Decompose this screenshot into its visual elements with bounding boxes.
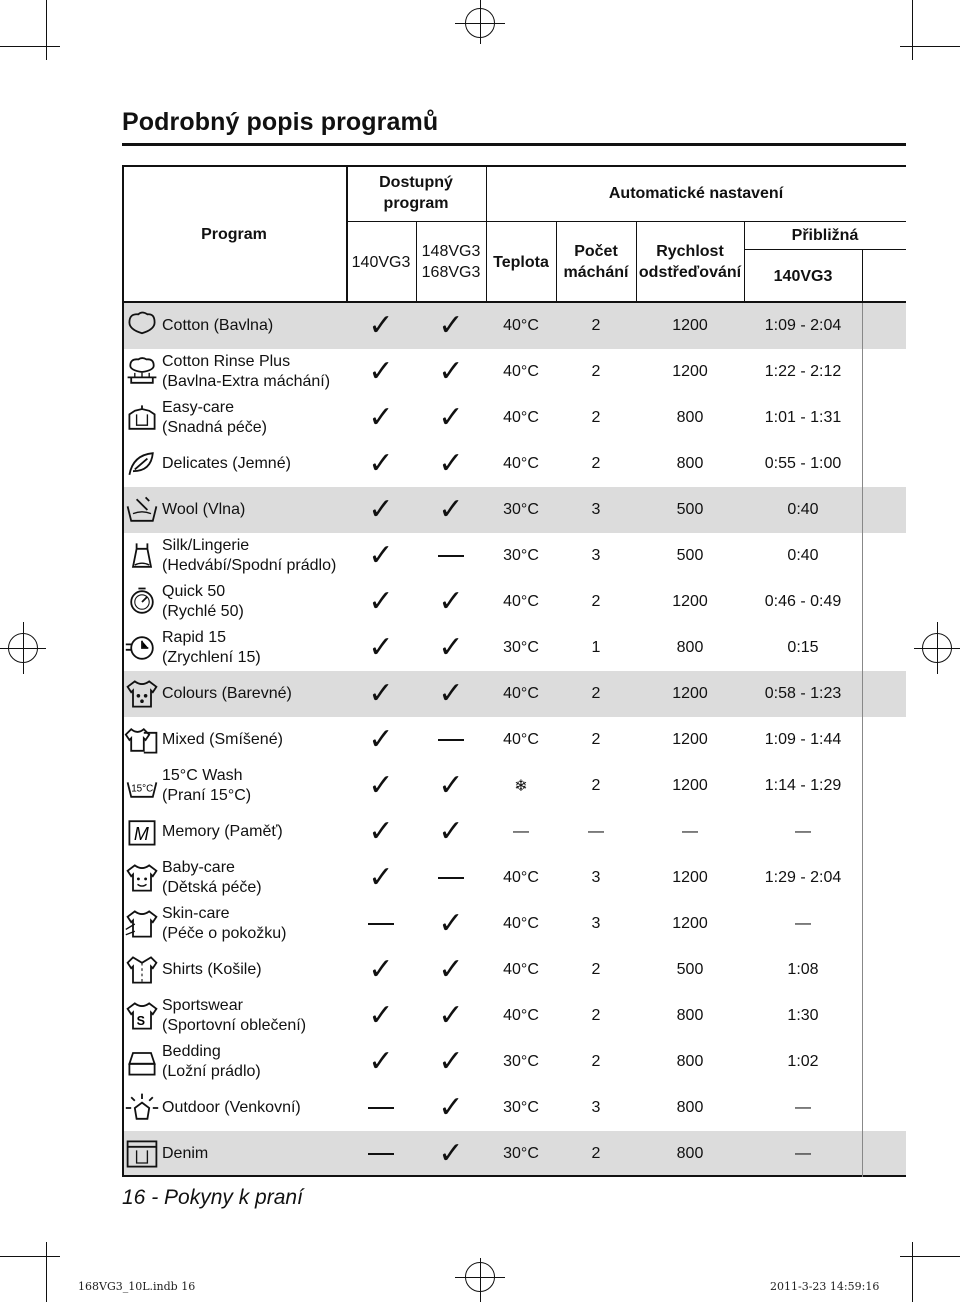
temp-cell: 30°C xyxy=(503,501,539,518)
availability-148 xyxy=(416,487,486,533)
spin-cell: 500 xyxy=(676,501,704,518)
crop-mark xyxy=(900,1256,960,1257)
time-cell: 1:22 - 2:12 xyxy=(764,363,842,380)
spin-cell: 800 xyxy=(676,409,704,426)
rinses-cell: 3 xyxy=(591,915,601,932)
rinses-cell: 3 xyxy=(591,547,601,564)
time-cell: 1:09 - 2:04 xyxy=(764,317,842,334)
program-cell xyxy=(122,671,346,717)
spin-cell: 1200 xyxy=(672,685,708,702)
program-cell xyxy=(122,533,346,579)
availability-148 xyxy=(416,717,486,763)
availability-148 xyxy=(416,349,486,395)
temp-cell: 30°C xyxy=(503,1099,539,1116)
availability-140 xyxy=(346,717,416,763)
check-mark: ✓ xyxy=(438,906,464,941)
program-label: Outdoor (Venkovní) xyxy=(162,1099,301,1116)
spin-cell: 1200 xyxy=(672,317,708,334)
availability-140 xyxy=(346,441,416,487)
availability-148 xyxy=(416,809,486,855)
check-mark: ✓ xyxy=(438,676,464,711)
check-mark: ✓ xyxy=(438,584,464,619)
spin-cell: 1200 xyxy=(672,731,708,748)
svg-text:15°C: 15°C xyxy=(131,783,154,795)
rinses-cell: 2 xyxy=(591,593,601,610)
availability-148 xyxy=(416,441,486,487)
spin-cell: 800 xyxy=(676,1053,704,1070)
availability-148 xyxy=(416,395,486,441)
delicates-icon xyxy=(122,441,162,487)
rinses-cell: 2 xyxy=(591,1007,601,1024)
table-row xyxy=(122,303,906,349)
temp-cell: 40°C xyxy=(503,363,539,380)
temp-cell: 40°C xyxy=(503,869,539,886)
temp-cell: 40°C xyxy=(503,915,539,932)
availability-140 xyxy=(346,303,416,349)
time-cell: 1:02 xyxy=(787,1053,819,1070)
grid-line xyxy=(862,303,863,1177)
check-mark: ✓ xyxy=(368,308,394,343)
dash-mark xyxy=(438,555,464,557)
memory-icon xyxy=(122,809,162,855)
check-mark: ✓ xyxy=(368,676,394,711)
time-cell: 1:08 xyxy=(787,961,819,978)
check-mark: ✓ xyxy=(438,998,464,1033)
temp-cell: 30°C xyxy=(503,1053,539,1070)
time-cell: 1:09 - 1:44 xyxy=(764,731,842,748)
rinses-cell: 2 xyxy=(591,1053,601,1070)
program-label: Colours (Barevné) xyxy=(162,685,292,702)
temp-cell: 30°C xyxy=(503,639,539,656)
temp-cell: 30°C xyxy=(503,547,539,564)
check-mark: ✓ xyxy=(438,814,464,849)
spin-cell: 800 xyxy=(676,455,704,472)
availability-140 xyxy=(346,901,416,947)
check-mark: ✓ xyxy=(368,446,394,481)
time-cell: 1:30 xyxy=(787,1007,819,1024)
program-cell xyxy=(122,1039,346,1085)
program-label: Bedding (Ložní prádlo) xyxy=(162,1043,261,1080)
table-row xyxy=(122,947,906,993)
table-row xyxy=(122,579,906,625)
program-label: Memory (Paměť) xyxy=(162,823,283,840)
outdoor-icon xyxy=(122,1085,162,1131)
time-cell: — xyxy=(795,1145,811,1162)
check-mark: ✓ xyxy=(368,768,394,803)
table-row xyxy=(122,855,906,901)
check-mark: ✓ xyxy=(438,400,464,435)
program-cell xyxy=(122,1131,346,1177)
spin-cell: 1200 xyxy=(672,777,708,794)
cotton-rinse-plus-icon xyxy=(122,349,162,395)
spin-cell: — xyxy=(682,823,698,840)
spin-cell: 1200 xyxy=(672,869,708,886)
temp-cell: 40°C xyxy=(503,961,539,978)
time-cell: 1:29 - 2:04 xyxy=(764,869,842,886)
rinses-cell: 2 xyxy=(591,777,601,794)
header-temp: Teplota xyxy=(493,253,549,271)
program-cell xyxy=(122,303,346,349)
check-mark: ✓ xyxy=(438,952,464,987)
temp-cell: 40°C xyxy=(503,685,539,702)
availability-148 xyxy=(416,1131,486,1177)
dash-mark xyxy=(368,923,394,925)
availability-140 xyxy=(346,487,416,533)
check-mark: ✓ xyxy=(438,446,464,481)
denim-icon xyxy=(122,1131,162,1177)
svg-text:S: S xyxy=(136,1014,146,1028)
time-cell: — xyxy=(795,915,811,932)
table-row xyxy=(122,1085,906,1131)
check-mark: ✓ xyxy=(438,1044,464,1079)
table-row xyxy=(122,487,906,533)
program-cell xyxy=(122,487,346,533)
check-mark: ✓ xyxy=(368,492,394,527)
availability-140 xyxy=(346,395,416,441)
quick-50-icon xyxy=(122,579,162,625)
availability-148 xyxy=(416,763,486,809)
program-label: Easy-care (Snadná péče) xyxy=(162,399,267,436)
silk-lingerie-icon xyxy=(122,533,162,579)
program-cell xyxy=(122,901,346,947)
program-label: Wool (Vlna) xyxy=(162,501,246,518)
temp-cell: 40°C xyxy=(503,1007,539,1024)
program-cell xyxy=(122,395,346,441)
rinses-cell: 2 xyxy=(591,409,601,426)
time-cell: 0:55 - 1:00 xyxy=(764,455,842,472)
spin-cell: 500 xyxy=(676,547,704,564)
slug-timestamp: 2011-3-23 14:59:16 xyxy=(770,1280,880,1293)
rinses-cell: 3 xyxy=(591,869,601,886)
temp-cell: — xyxy=(513,823,529,840)
crop-mark xyxy=(0,46,60,47)
program-cell xyxy=(122,441,346,487)
check-mark: ✓ xyxy=(368,538,394,573)
availability-140 xyxy=(346,947,416,993)
program-label: Shirts (Košile) xyxy=(162,961,262,978)
availability-140 xyxy=(346,349,416,395)
time-cell: 0:15 xyxy=(787,639,819,656)
program-label: Cotton Rinse Plus (Bavlna-Extra máchání) xyxy=(162,353,331,390)
bedding-icon xyxy=(122,1039,162,1085)
availability-140 xyxy=(346,993,416,1039)
rinses-cell: 2 xyxy=(591,961,601,978)
time-cell: 1:14 - 1:29 xyxy=(764,777,842,794)
program-label: Cotton (Bavlna) xyxy=(162,317,274,334)
colours-icon xyxy=(122,671,162,717)
header-auto-settings: Automatické nastavení xyxy=(608,184,784,202)
header-model-148: 148VG3 168VG3 xyxy=(421,243,481,281)
temp-cell: 40°C xyxy=(503,455,539,472)
availability-140 xyxy=(346,855,416,901)
table-row xyxy=(122,901,906,947)
time-cell: — xyxy=(795,823,811,840)
program-cell xyxy=(122,579,346,625)
program-label: Quick 50 (Rychlé 50) xyxy=(162,583,244,620)
header-time-model: 140VG3 xyxy=(773,267,833,285)
program-cell xyxy=(122,947,346,993)
page-title: Podrobný popis programů xyxy=(122,108,439,136)
rinses-cell: 2 xyxy=(591,455,601,472)
temp-cell: 40°C xyxy=(503,409,539,426)
check-mark: ✓ xyxy=(368,354,394,389)
header-model-140: 140VG3 xyxy=(351,253,411,271)
temp-cell: 40°C xyxy=(503,731,539,748)
crop-mark xyxy=(912,0,913,60)
table-row xyxy=(122,395,906,441)
availability-140 xyxy=(346,625,416,671)
dash-mark xyxy=(438,739,464,741)
table-row xyxy=(122,993,906,1039)
table-row xyxy=(122,533,906,579)
program-label: Rapid 15 (Zrychlení 15) xyxy=(162,629,261,666)
header-approx: Přibližná xyxy=(791,226,859,244)
availability-140 xyxy=(346,1131,416,1177)
svg-text:M: M xyxy=(133,824,149,845)
wash-15c-icon xyxy=(122,763,162,809)
spin-cell: 1200 xyxy=(672,363,708,380)
availability-140 xyxy=(346,1085,416,1131)
time-cell: — xyxy=(795,1099,811,1116)
table-row xyxy=(122,349,906,395)
temp-cell: 40°C xyxy=(503,317,539,334)
skin-care-icon xyxy=(122,901,162,947)
slug-file: 168VG3_10L.indb 16 xyxy=(78,1280,196,1293)
availability-148 xyxy=(416,625,486,671)
spin-cell: 1200 xyxy=(672,593,708,610)
program-cell xyxy=(122,717,346,763)
availability-140 xyxy=(346,809,416,855)
availability-148 xyxy=(416,303,486,349)
time-cell: 0:40 xyxy=(787,547,819,564)
cotton-icon xyxy=(122,303,162,349)
time-cell: 0:58 - 1:23 xyxy=(764,685,842,702)
check-mark: ✓ xyxy=(368,1044,394,1079)
check-mark: ✓ xyxy=(368,630,394,665)
check-mark: ✓ xyxy=(368,400,394,435)
rinses-cell: 2 xyxy=(591,685,601,702)
check-mark: ✓ xyxy=(438,1136,464,1171)
rinses-cell: 3 xyxy=(591,501,601,518)
program-label: Delicates (Jemné) xyxy=(162,455,291,472)
spin-cell: 500 xyxy=(676,961,704,978)
spin-cell: 800 xyxy=(676,1145,704,1162)
check-mark: ✓ xyxy=(438,354,464,389)
check-mark: ✓ xyxy=(368,722,394,757)
availability-148 xyxy=(416,993,486,1039)
time-cell: 1:01 - 1:31 xyxy=(764,409,842,426)
grid-line xyxy=(122,303,124,1177)
header-rinses: Počet máchání xyxy=(563,243,629,281)
crop-mark xyxy=(912,1242,913,1302)
availability-140 xyxy=(346,533,416,579)
program-label: Baby-care (Dětská péče) xyxy=(162,859,262,896)
crop-mark xyxy=(46,0,47,60)
availability-148 xyxy=(416,1039,486,1085)
spin-cell: 800 xyxy=(676,1007,704,1024)
title-rule xyxy=(122,143,906,146)
check-mark: ✓ xyxy=(438,492,464,527)
check-mark: ✓ xyxy=(368,584,394,619)
check-mark: ✓ xyxy=(368,998,394,1033)
check-mark: ✓ xyxy=(368,952,394,987)
grid-line xyxy=(122,1175,906,1177)
program-cell xyxy=(122,855,346,901)
header-program: Program xyxy=(201,225,267,243)
rinses-cell: — xyxy=(588,823,604,840)
time-cell: 0:40 xyxy=(787,501,819,518)
time-cell: 0:46 - 0:49 xyxy=(764,593,842,610)
crop-mark xyxy=(46,1242,47,1302)
availability-148 xyxy=(416,901,486,947)
table-row xyxy=(122,809,906,855)
easy-care-icon xyxy=(122,395,162,441)
spin-cell: 800 xyxy=(676,1099,704,1116)
availability-140 xyxy=(346,579,416,625)
program-cell xyxy=(122,993,346,1039)
header-spin: Rychlost odstřeďování xyxy=(638,243,742,281)
program-label: 15°C Wash (Praní 15°C) xyxy=(162,767,252,804)
program-label: Mixed (Smíšené) xyxy=(162,731,283,748)
spin-cell: 1200 xyxy=(672,915,708,932)
program-cell xyxy=(122,809,346,855)
availability-148 xyxy=(416,671,486,717)
check-mark: ✓ xyxy=(368,860,394,895)
availability-148 xyxy=(416,855,486,901)
table-row xyxy=(122,441,906,487)
availability-140 xyxy=(346,763,416,809)
program-label: Sportswear (Sportovní oblečení) xyxy=(162,997,307,1034)
table-row xyxy=(122,671,906,717)
check-mark: ✓ xyxy=(368,814,394,849)
table-row xyxy=(122,1039,906,1085)
check-mark: ✓ xyxy=(438,1090,464,1125)
dash-mark xyxy=(368,1107,394,1109)
rinses-cell: 2 xyxy=(591,317,601,334)
dash-mark xyxy=(368,1153,394,1155)
crop-mark xyxy=(0,1256,60,1257)
availability-148 xyxy=(416,1085,486,1131)
crop-mark xyxy=(900,46,960,47)
program-cell xyxy=(122,1085,346,1131)
table-row xyxy=(122,625,906,671)
rinses-cell: 2 xyxy=(591,1145,601,1162)
rinses-cell: 1 xyxy=(591,639,601,656)
program-cell xyxy=(122,763,346,809)
baby-care-icon xyxy=(122,855,162,901)
page-footer: 16 - Pokyny k praní xyxy=(122,1186,303,1209)
program-label: Denim xyxy=(162,1145,209,1162)
availability-140 xyxy=(346,671,416,717)
program-cell xyxy=(122,349,346,395)
rinses-cell: 2 xyxy=(591,731,601,748)
temp-cell: ❄ xyxy=(514,778,528,795)
dash-mark xyxy=(438,877,464,879)
header-available: Dostupný program xyxy=(379,174,453,212)
check-mark: ✓ xyxy=(438,308,464,343)
program-cell xyxy=(122,625,346,671)
availability-148 xyxy=(416,579,486,625)
table-row xyxy=(122,717,906,763)
table-header xyxy=(122,165,906,303)
spin-cell: 800 xyxy=(676,639,704,656)
shirts-icon xyxy=(122,947,162,993)
rapid-15-icon xyxy=(122,625,162,671)
check-mark: ✓ xyxy=(438,630,464,665)
availability-148 xyxy=(416,533,486,579)
program-label: Skin-care (Péče o pokožku) xyxy=(162,905,287,942)
temp-cell: 40°C xyxy=(503,593,539,610)
program-label: Silk/Lingerie (Hedvábí/Spodní prádlo) xyxy=(162,537,337,574)
mixed-icon xyxy=(122,717,162,763)
table-row xyxy=(122,1131,906,1177)
wool-icon xyxy=(122,487,162,533)
table-row xyxy=(122,763,906,809)
rinses-cell: 2 xyxy=(591,363,601,380)
temp-cell: 30°C xyxy=(503,1145,539,1162)
availability-140 xyxy=(346,1039,416,1085)
availability-148 xyxy=(416,947,486,993)
check-mark: ✓ xyxy=(438,768,464,803)
rinses-cell: 3 xyxy=(591,1099,601,1116)
sportswear-icon xyxy=(122,993,162,1039)
